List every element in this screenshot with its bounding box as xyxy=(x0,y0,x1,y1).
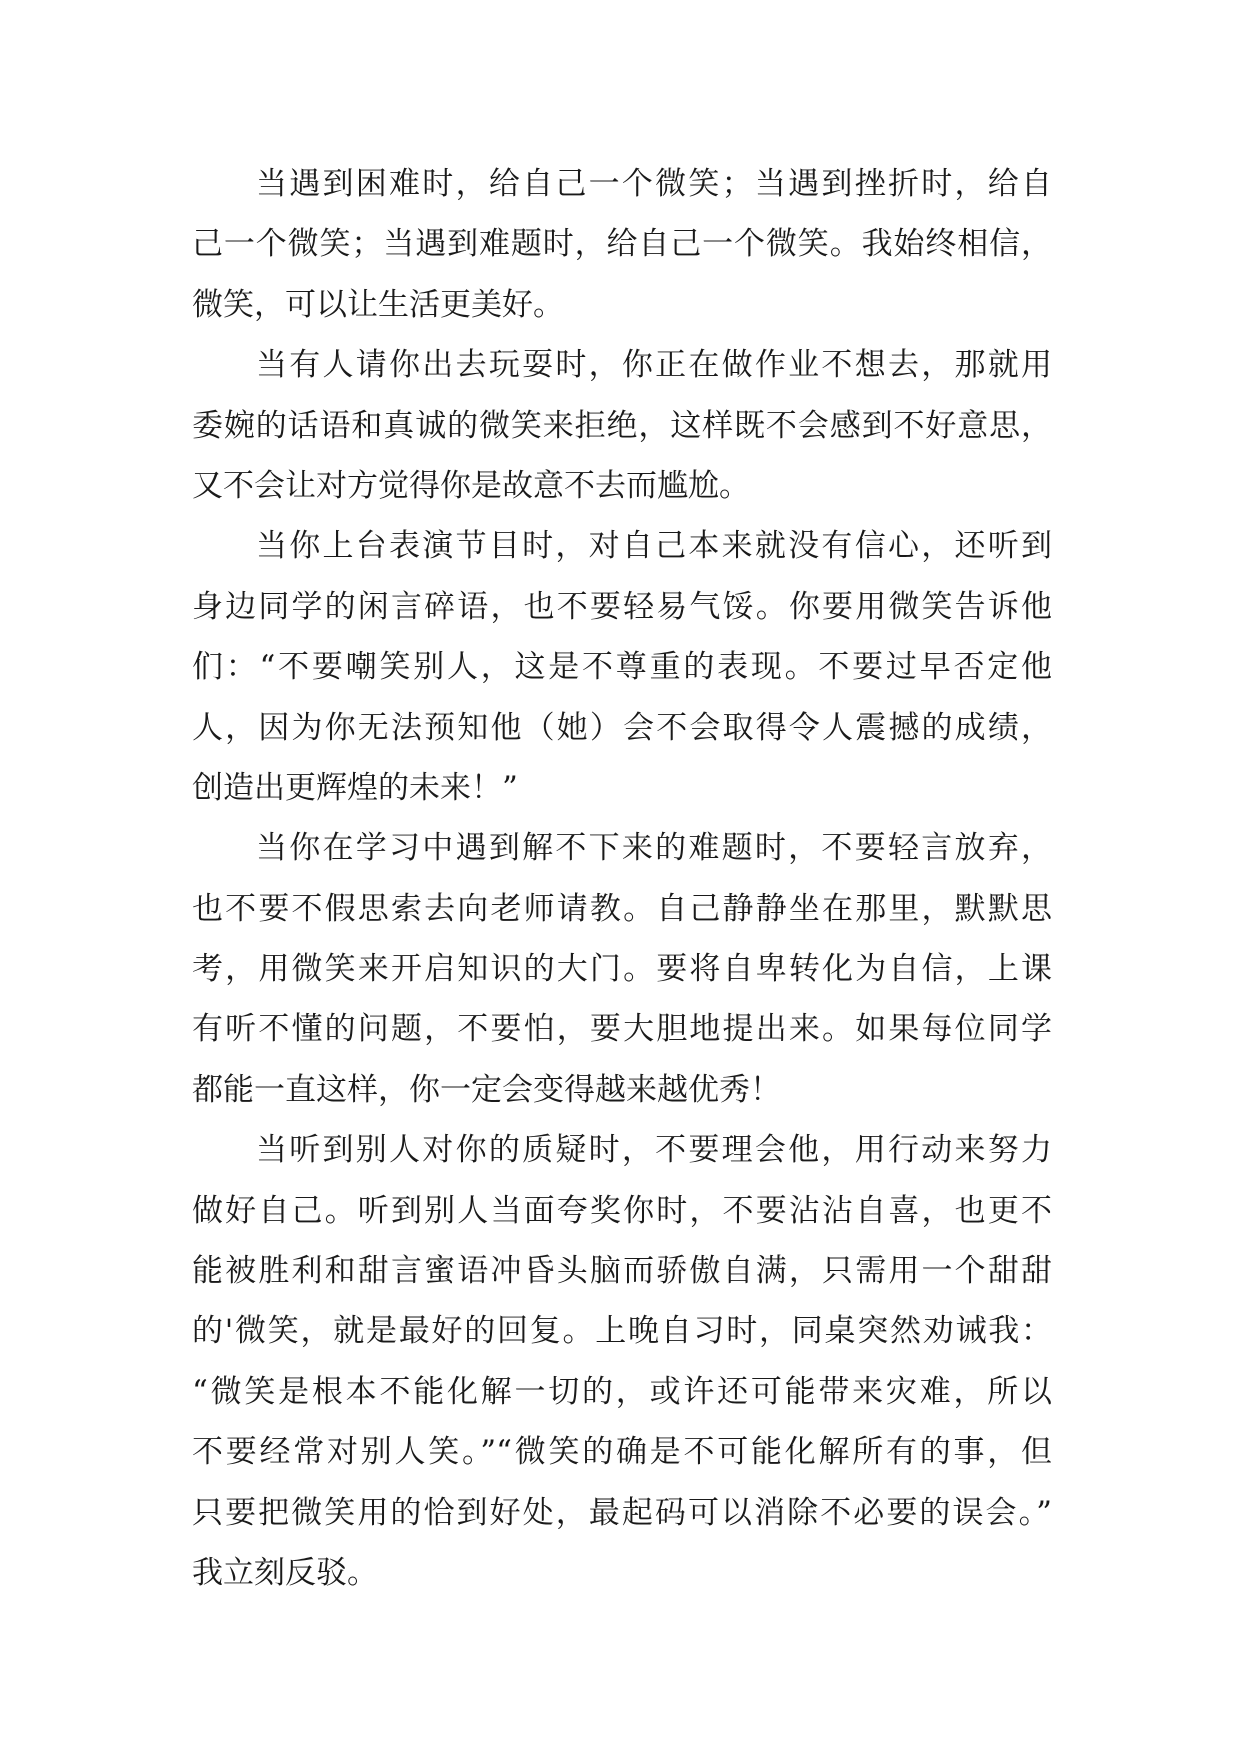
paragraph-line: 们：“不要嘲笑别人，这是不尊重的表现。不要过早否定他 xyxy=(192,649,1052,686)
paragraph-line: 微笑，可以让生活更美好。 xyxy=(192,286,564,323)
paragraph-line: 己一个微笑；当遇到难题时，给自己一个微笑。我始终相信， xyxy=(192,226,1052,263)
paragraph-line: 的'微笑，就是最好的回复。上晚自习时，同桌突然劝诫我： xyxy=(192,1313,1052,1350)
paragraph-line: 考，用微笑来开启知识的大门。要将自卑转化为自信，上课 xyxy=(192,951,1052,988)
body-text xyxy=(192,154,1052,1603)
paragraph-line: 也不要不假思索去向老师请教。自己静静坐在那里，默默思 xyxy=(192,890,1052,927)
paragraph-5 xyxy=(192,1120,1052,1603)
paragraph-2 xyxy=(192,335,1052,516)
paragraph-1 xyxy=(192,154,1052,335)
paragraph-line: 当听到别人对你的质疑时，不要理会他，用行动来努力 xyxy=(256,1132,1052,1169)
paragraph-line: 都能一直这样，你一定会变得越来越优秀！ xyxy=(192,1071,781,1108)
paragraph-line: 不要经常对别人笑。”“微笑的确是不可能化解所有的事，但 xyxy=(192,1434,1052,1471)
paragraph-line: 人，因为你无法预知他（她）会不会取得令人震撼的成绩， xyxy=(192,709,1052,746)
paragraph-3 xyxy=(192,516,1052,818)
paragraph-line: 当你在学习中遇到解不下来的难题时，不要轻言放弃， xyxy=(256,830,1052,867)
paragraph-line: 当遇到困难时，给自己一个微笑；当遇到挫折时，给自 xyxy=(256,166,1052,202)
paragraph-line: 我立刻反驳。 xyxy=(192,1554,378,1591)
paragraph-line: 委婉的话语和真诚的微笑来拒绝，这样既不会感到不好意思， xyxy=(192,407,1052,444)
paragraph-line: 又不会让对方觉得你是故意不去而尴尬。 xyxy=(192,467,750,504)
paragraph-line: 只要把微笑用的恰到好处，最起码可以消除不必要的误会。” xyxy=(192,1494,1052,1531)
paragraph-line: 当有人请你出去玩耍时，你正在做作业不想去，那就用 xyxy=(256,347,1052,384)
paragraph-line: “微笑是根本不能化解一切的，或许还可能带来灾难，所以 xyxy=(192,1373,1052,1410)
paragraph-line: 有听不懂的问题，不要怕，要大胆地提出来。如果每位同学 xyxy=(192,1011,1052,1048)
paragraph-line: 身边同学的闲言碎语，也不要轻易气馁。你要用微笑告诉他 xyxy=(192,588,1052,625)
paragraph-line: 能被胜利和甜言蜜语冲昏头脑而骄傲自满，只需用一个甜甜 xyxy=(192,1253,1052,1290)
paragraph-line: 做好自己。听到别人当面夸奖你时，不要沾沾自喜，也更不 xyxy=(192,1192,1052,1229)
paragraph-line: 创造出更辉煌的未来！” xyxy=(192,769,518,806)
paragraph-4 xyxy=(192,818,1052,1120)
paragraph-line: 当你上台表演节目时，对自己本来就没有信心，还听到 xyxy=(256,528,1052,565)
